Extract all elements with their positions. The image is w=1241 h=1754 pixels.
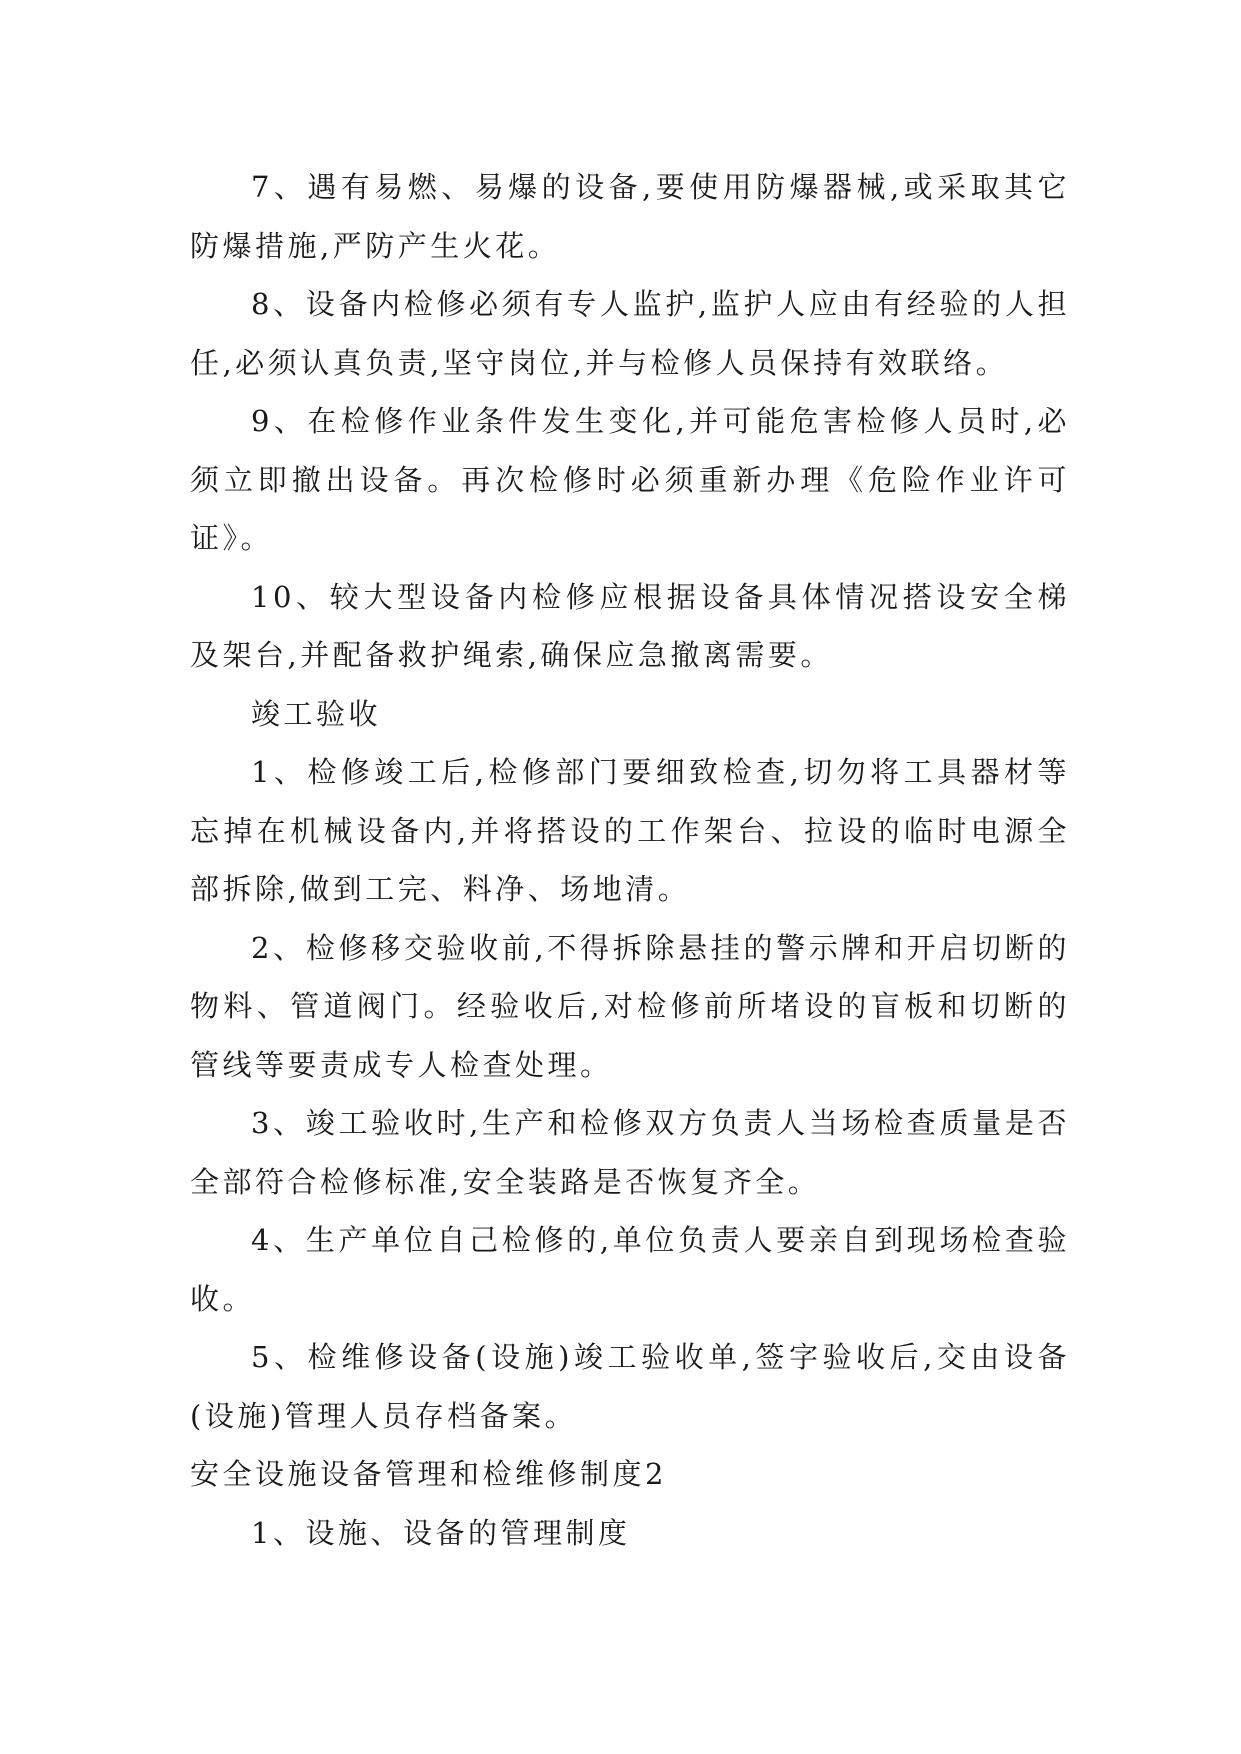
section-heading-acceptance: 竣工验收 bbox=[251, 696, 382, 731]
management-item-1: 1、设施、设备的管理制度 bbox=[251, 1515, 631, 1550]
paragraph-7: 7、遇有易燃、易爆的设备,要使用防爆器械,或采取其它防爆措施,严防产生火花。 bbox=[190, 170, 1070, 263]
acceptance-item-2: 2、检修移交验收前,不得拆除悬挂的警示牌和开启切断的物料、管道阀门。经验收后,对检修前所堵设的盲板和切断的管线等要责成专人检查处理。 bbox=[190, 930, 1070, 1082]
acceptance-item-4: 4、生产单位自己检修的,单位负责人要亲自到现场检查验收。 bbox=[190, 1223, 1070, 1316]
paragraph-9: 9、在检修作业条件发生变化,并可能危害检修人员时,必须立即撤出设备。再次检修时必须重新办理《危险作业许可证》。 bbox=[190, 404, 1070, 555]
acceptance-item-1: 1、检修竣工后,检修部门要细致检查,切勿将工具器材等忘掉在机械设备内,并将搭设的工作架台、拉设的临时电源全部拆除,做到工完、料净、场地清。 bbox=[190, 755, 1070, 906]
document-body bbox=[190, 158, 1070, 1562]
acceptance-item-5: 5、检维修设备(设施)竣工验收单,签字验收后,交由设备(设施)管理人员存档备案。 bbox=[190, 1340, 1070, 1433]
document-title-2: 安全设施设备管理和检维修制度2 bbox=[190, 1457, 667, 1491]
paragraph-10: 10、较大型设备内检修应根据设备具体情况搭设安全梯及架台,并配备救护绳索,确保应急撤离需要。 bbox=[190, 579, 1070, 672]
paragraph-8: 8、设备内检修必须有专人监护,监护人应由有经验的人担任,必须认真负责,坚守岗位,并与检修人员保持有效联络。 bbox=[190, 287, 1070, 380]
acceptance-item-3: 3、竣工验收时,生产和检修双方负责人当场检查质量是否全部符合检修标准,安全装路是否恢复齐全。 bbox=[190, 1106, 1070, 1199]
